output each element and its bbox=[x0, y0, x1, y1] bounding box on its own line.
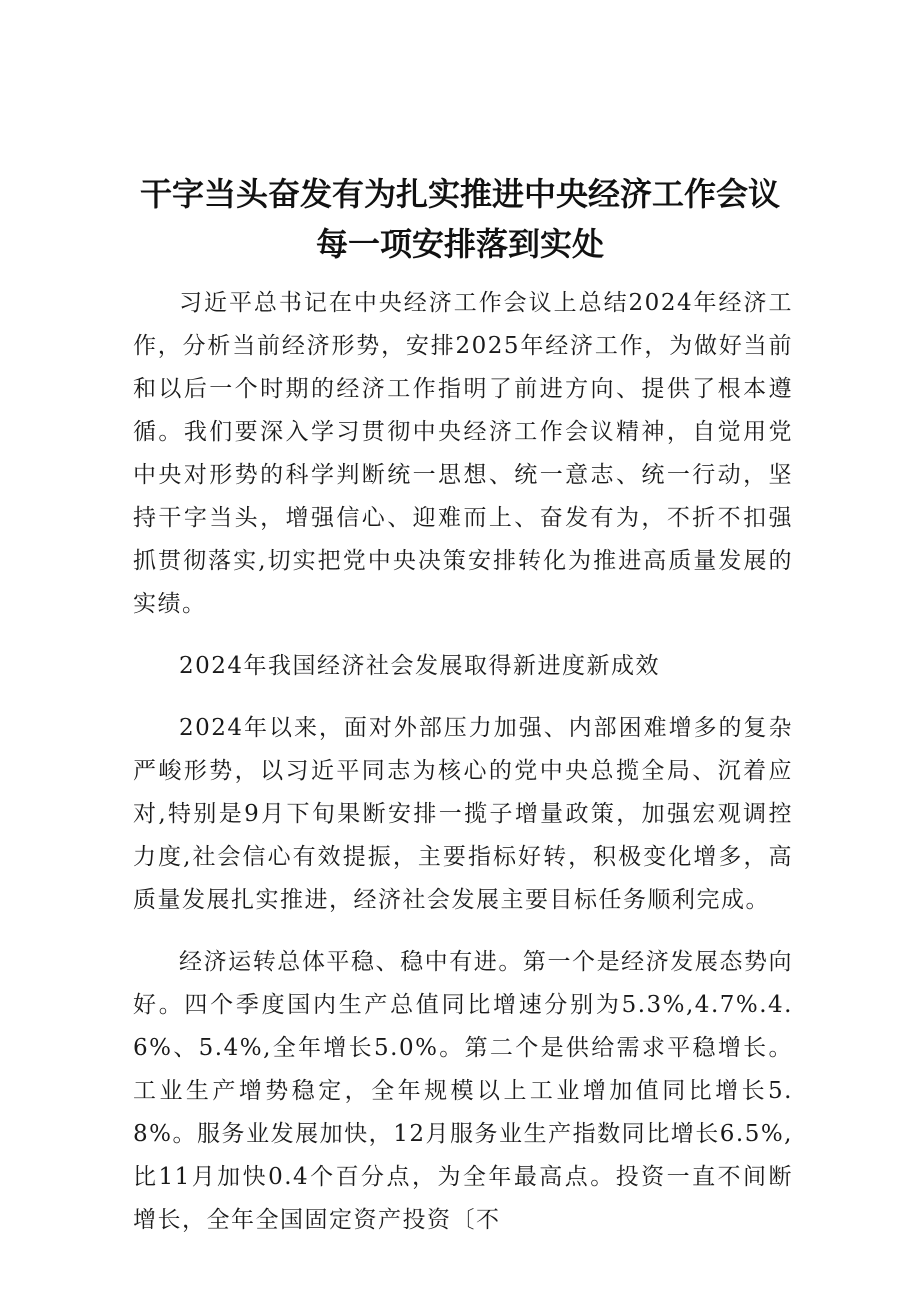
paragraph-overview: 2024年以来，面对外部压力加强、内部困难增多的复杂严峻形势，以习近平同志为核心的党中央总揽全局、沉着应对,特别是9月下旬果断安排一揽子增量政策，加强宏观调控力度,社会信心有效提振，主要指标好转，积极变化增多，高质量发展扎实推进，经济社会发展主要目标任务顺利完成。 bbox=[133, 715, 793, 913]
document-title-line-1: 干字当头奋发有为扎实推进中央经济工作会议 bbox=[139, 175, 780, 213]
document-body bbox=[133, 282, 793, 1242]
document-title-line-2: 每一项安排落到实处 bbox=[315, 225, 604, 263]
paragraph-economy: 经济运转总体平稳、稳中有进。第一个是经济发展态势向好。四个季度国内生产总值同比增速分别为5.3%,4.7%.4.6%、5.4%,全年增长5.0%。第二个是供给需求平稳增长。工业生产增势稳定，全年规模以上工业增加值同比增长5.8%。服务业发展加快，12月服务业生产指数同比增长6.5%,比11月加快0.4个百分点，为全年最高点。投资一直不间断增长，全年全国固定资产投资〔不 bbox=[133, 949, 793, 1233]
section-heading: 2024年我国经济社会发展取得新进度新成效 bbox=[179, 653, 661, 679]
paragraph-intro: 习近平总书记在中央经济工作会议上总结2024年经济工作，分析当前经济形势，安排2025年经济工作，为做好当前和以后一个时期的经济工作指明了前进方向、提供了根本遵循。我们要深入学习贯彻中央经济工作会议精神，自觉用党中央对形势的科学判断统一思想、统一意志、统一行动，坚持干字当头，增强信心、迎难而上、奋发有为，不折不扣强抓贯彻落实,切实把党中央决策安排转化为推进高质量发展的实绩。 bbox=[133, 290, 793, 617]
